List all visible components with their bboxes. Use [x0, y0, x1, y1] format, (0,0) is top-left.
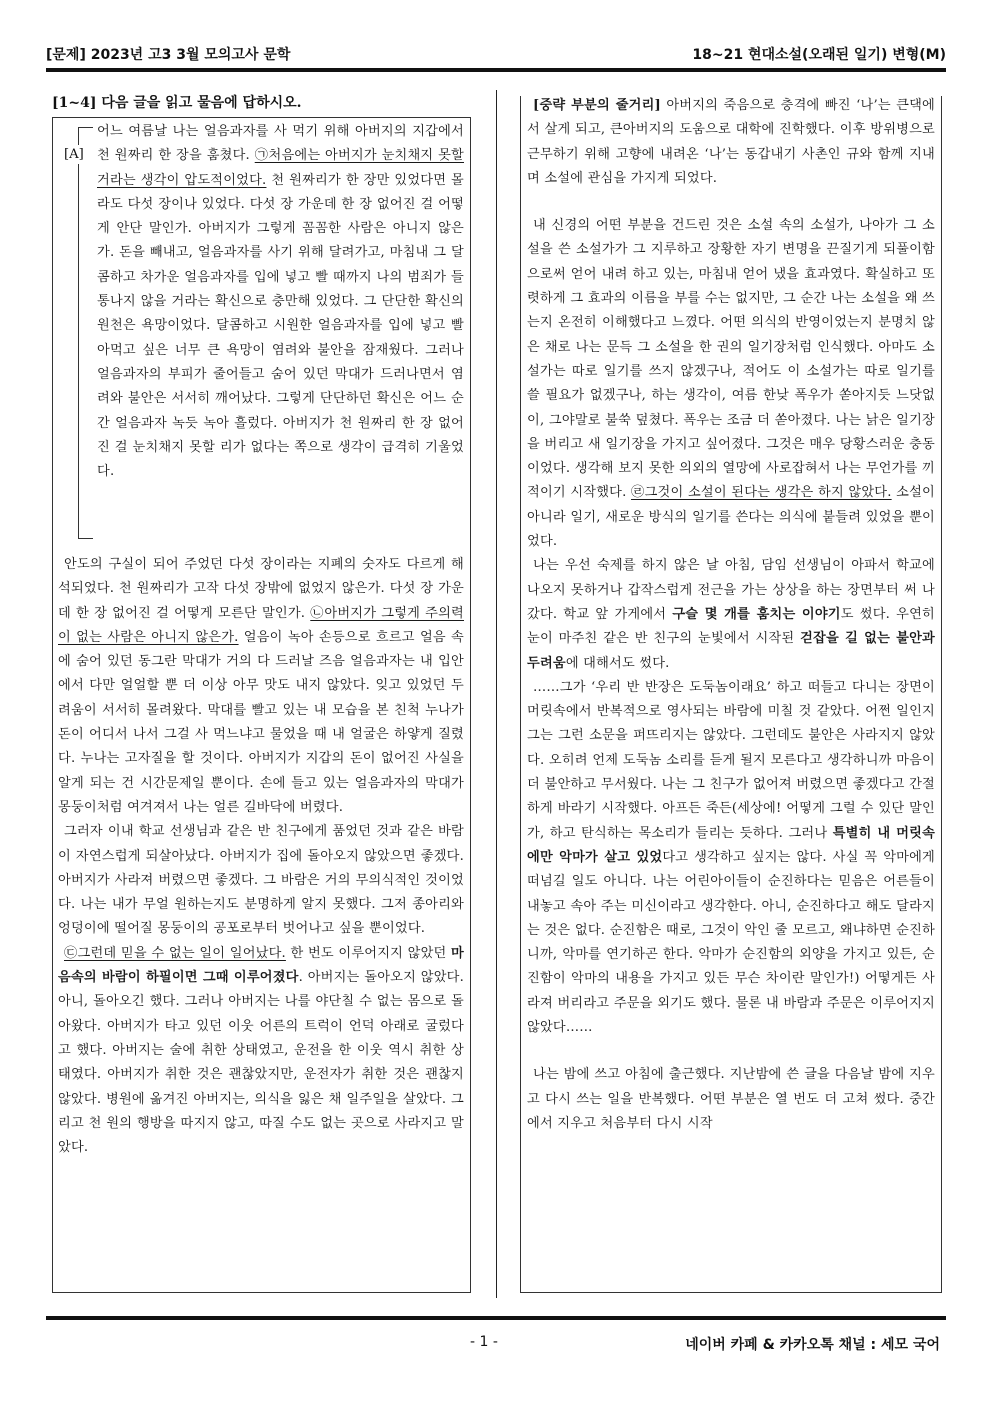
- footer-channel: 네이버 카페 & 카카오톡 채널 : 세모 국어: [685, 1337, 940, 1353]
- text-run: 걷잡을 길 없는 불안과 두려움: [527, 631, 935, 671]
- header-exam-title: [문제] 2023년 고3 3월 모의고사 문학: [46, 47, 291, 63]
- text-run: 에 대해서도 썼다.: [565, 655, 670, 671]
- text-run: 안도의 구실이 되어 주었던 다섯 장이라는 지폐의 숫자도 다르게 해석되었다. 천 원짜리가 고작 다섯 장밖에 없었지 않은가. 다섯 장 가운데 한 장 없어진 걸 어떻게 모른단 말인가.: [58, 557, 464, 621]
- text-run: 한 번도 이루어지지 않았던: [285, 945, 452, 961]
- text-run: 얼음이 녹아 손등으로 흐르고 얼음 속에 숨어 있던 동그란 막대가 거의 다 드러날 즈음 얼음과자는 내 입안에서 다만 얼얼할 뿐 더 이상 아무 맛도 내지 않았다. 잊고 있었던 두려움이 서서히 몰려왔다. 막대를 빨고 있는 내 모습을 본 친척 누나가 돈이 어디서 나서 그걸 사 먹느냐고 물었을 때 내 얼굴은 하얗게 질렸다. 누나는 고자질을 할 것이다. 아버지가 지갑의 돈이 없어진 사실을 알게 되는 건 시간문제일 뿐이다. 손에 들고 있는 얼음과자의 막대가 몽둥이처럼 여겨져서 나는 얼른 길바닥에 버렸다.: [58, 629, 464, 815]
- text-run: 나는 밤에 쓰고 아침에 출근했다. 지난밤에 쓴 글을 다음날 밤에 지우고 다시 쓰는 일을 반복했다. 어떤 부분은 열 번도 더 고쳐 썼다. 중간에서 지우고 처음부터 다시 시작: [527, 1067, 935, 1131]
- text-run: ㉠처음에는 아버지가 눈치채지 못할 거라는 생각이 압도적이었다.: [97, 148, 464, 188]
- page-header: [46, 40, 946, 64]
- text-run: ㉡아버지가 그렇게 주의력이 없는 사람은 아니지 않은가.: [58, 605, 464, 645]
- text-run: 어느 여름날 나는 얼음과자를 사 먹기 위해 아버지의 지갑에서 천 원짜리 한 장을 훔쳤다.: [97, 124, 464, 164]
- text-run: 내 신경의 어떤 부분을 건드린 것은 소설 속의 소설가, 나아가 그 소설을 쓴 소설가가 그 지루하고 장황한 자기 변명을 끈질기게 되풀이함으로써 얻어 내려 하고 있는, 마침내 얻어 냈을 효과였다. 확실하고 또렷하게 그 효과의 이름을 부를 수는 없지만, 그 순간 나는 소설을 왜 쓰는지 온전히 이해했다고 느꼈다. 어떤 의식의 반영이었는지 분명치 않은 채로 나는 문득 그 소설을 한 권의 일기장처럼 인식했다. 아마도 소설가는 따로 일기를 쓰지 않겠구나, 적어도 이 소설가는 따로 일기를 쓸 필요가 없겠구나, 하는 생각이, 여름 한낮 폭우가 쏟아지듯 느닷없이, 그야말로 불쑥 덮쳤다. 폭우는 조금 더 쏟아졌다. 나는 낡은 일기장을 버리고 새 일기장을 가지고 싶어졌다. 그것은 매우 당황스러운 충동이었다. 생각해 보지 못한 의외의 열망에 사로잡혀서 나는 무언가를 끼적이기 시작했다.: [527, 218, 935, 501]
- paragraph: [527, 554, 935, 675]
- paragraph: [527, 214, 935, 554]
- paragraph: [58, 942, 464, 1161]
- text-run: 천 원짜리가 한 장만 있었다면 몰라도 다섯 장이나 있었다. 다섯 장 가운데 한 장 없어진 걸 어떻게 안단 말인가. 아버지가 그렇게 꼼꼼한 사람은 아니지 않은가. 돈을 빼내고, 얼음과자를 사기 위해 달려가고, 마침내 그 달콤하고 차가운 얼음과자를 입에 넣고 빨 때까지 나의 범죄가 들통나지 않을 거라는 확신으로 충만해 있었다. 그 단단한 확신의 원천은 욕망이었다. 달콤하고 시원한 얼음과자를 입에 넣고 빨아먹고 싶은 너무 큰 욕망이 염려와 불안을 잠재웠다. 그러나 얼음과자의 부피가 줄어들고 숨어 있던 막대가 드러나면서 염려와 불안은 서서히 깨어났다. 그렇게 단단하던 확신은 어느 순간 얼음과자 녹듯 녹아 흘렀다. 아버지가 천 원짜리 한 장 없어진 걸 눈치채지 못할 리가 없다는 쪽으로 생각이 급격히 기울었다.: [97, 172, 465, 480]
- text-run: 다고 생각하고 싶지는 않다. 사실 꼭 악마에게 떠넘길 일도 아니다. 나는 어린아이들이 순진하다는 믿음은 어른들이 내놓고 속아 주는 미신이라고 생각한다. 아니, 순진하다고 해도 달라지는 것은 없다. 순진함은 때로, 그것이 악인 줄 모르고, 왜냐하면 순진하니까, 악마를 연기하곤 한다. 악마가 순진함의 외양을 가지고 있든, 순진함이 악마의 내용을 가지고 있든 무슨 차이란 말인가!) 어떻게든 사라져 버리라고 주문을 외기도 했다. 물론 내 바람과 주문은 이루어지지 않았다……: [527, 849, 936, 1035]
- bracket-a-top: [78, 127, 93, 128]
- text-run: [중략 부분의 줄거리]: [533, 98, 661, 113]
- text-run: 그러자 이내 학교 선생님과 같은 반 친구에게 품었던 것과 같은 바람이 자연스럽게 되살아났다. 아버지가 집에 돌아오지 않았으면 좋겠다. 아버지가 사라져 버렸으면 좋겠다. 그 바람은 거의 무의식적인 것이었다. 나는 내가 무얼 원하는지도 분명하게 알지 못했다. 그저 종아리와 엉덩이에 떨어질 몽둥이의 공포로부터 벗어나고 싶을 뿐이었다.: [58, 824, 464, 937]
- text-run: ㉣그것이 소설이 된다는 생각은 하지 않았다.: [631, 485, 892, 501]
- paragraph: [58, 820, 464, 941]
- paragraph: [58, 553, 464, 820]
- paragraph-a: [97, 120, 464, 484]
- passage-section-a: [97, 120, 464, 484]
- paragraph-gap: [527, 191, 935, 214]
- text-run: 소설이 아니라 일기, 새로운 방식의 일기를 쓴다는 의식에 붙들려 있었을 뿐이었다.: [527, 485, 935, 550]
- right-column-text: [527, 94, 935, 1136]
- bracket-a-line: [78, 127, 79, 539]
- text-run: 마음속의 바람이 하필이면 그때 이루어졌다: [58, 945, 464, 986]
- text-run: 아버지의 죽음으로 충격에 빠진 ‘나’는 큰댁에서 살게 되고, 큰아버지의 도움으로 대학에 진학했다. 이후 방위병으로 근무하기 위해 고향에 내려온 ‘나’는 동갑내기 사촌인 규와 함께 지내며 소설에 관심을 가지게 되었다.: [527, 98, 935, 186]
- bracket-a-bottom: [78, 538, 93, 539]
- paragraph: [527, 676, 935, 1040]
- paragraph: [527, 94, 935, 191]
- text-run: 구슬 몇 개를 훔치는 이야기: [672, 606, 841, 622]
- text-run: 나는 우선 숙제를 하지 않은 날 아침, 담임 선생님이 아파서 학교에 나오지 못하거나 갑작스럽게 전근을 가는 상상을 하는 장면부터 써 나갔다. 학교 앞 가게에서: [527, 558, 935, 622]
- left-column-text: [58, 553, 464, 1160]
- text-run: 도 썼다. 우연히 눈이 마주친 같은 반 친구의 눈빛에서 시작된: [527, 606, 935, 647]
- header-rule: [46, 68, 946, 72]
- text-run: 특별히 내 머릿속에만 악마가 살고 있었: [527, 825, 936, 865]
- paragraph: [527, 1063, 935, 1136]
- text-run: ……그가 ‘우리 반 반장은 도둑놈이래요’ 하고 떠들고 다니는 장면이 머릿속에서 반복적으로 영사되는 바람에 미칠 것 같았다. 어쩐 일인지 그는 그런 소문을 퍼뜨리지는 않았다. 그런데도 불안은 사라지지 않았다. 오히려 언제 도둑놈 소리를 듣게 될지 모른다고 생각하니까 마음이 더 불안하고 무서웠다. 나는 그 친구가 없어져 버렸으면 좋겠다고 간절하게 바라기 시작했다. 아프든 죽든(세상에! 어떻게 그럴 수 있단 말인가, 하고 탄식하는 목소리가 들리는 듯하다. 그러나: [527, 679, 935, 841]
- text-run: . 아버지는 돌아오지 않았다. 아니, 돌아오긴 했다. 그러나 아버지는 나를 야단칠 수 없는 몸으로 돌아왔다. 아버지가 타고 있던 이웃 어른의 트럭이 언덕 아래로 굴렀다고 했다. 아버지는 술에 취한 상태였고, 운전을 한 이웃 역시 취한 상태였다. 아버지가 취한 것은 괜찮았지만, 운전자가 취한 것은 괜찮지 않았다. 병원에 옮겨진 아버지는, 의식을 잃은 채 일주일을 살았다. 그리고 천 원의 행방을 따지지 않고, 따질 수도 없는 곳으로 사라지고 말았다.: [58, 970, 464, 1156]
- page-number: - 1 -: [470, 1334, 498, 1350]
- paragraph-gap: [527, 1040, 935, 1063]
- question-instruction: [1~4] 다음 글을 읽고 물음에 답하시오.: [52, 95, 302, 111]
- bracket-a-label: [A]: [64, 147, 84, 162]
- header-section-title: 18~21 현대소설(오래된 일기) 변형(M): [692, 47, 946, 63]
- column-divider: [496, 90, 497, 1298]
- footer-rule: [46, 1316, 946, 1320]
- text-run: ㉢그런데 믿을 수 없는 일이 일어났다.: [64, 945, 286, 961]
